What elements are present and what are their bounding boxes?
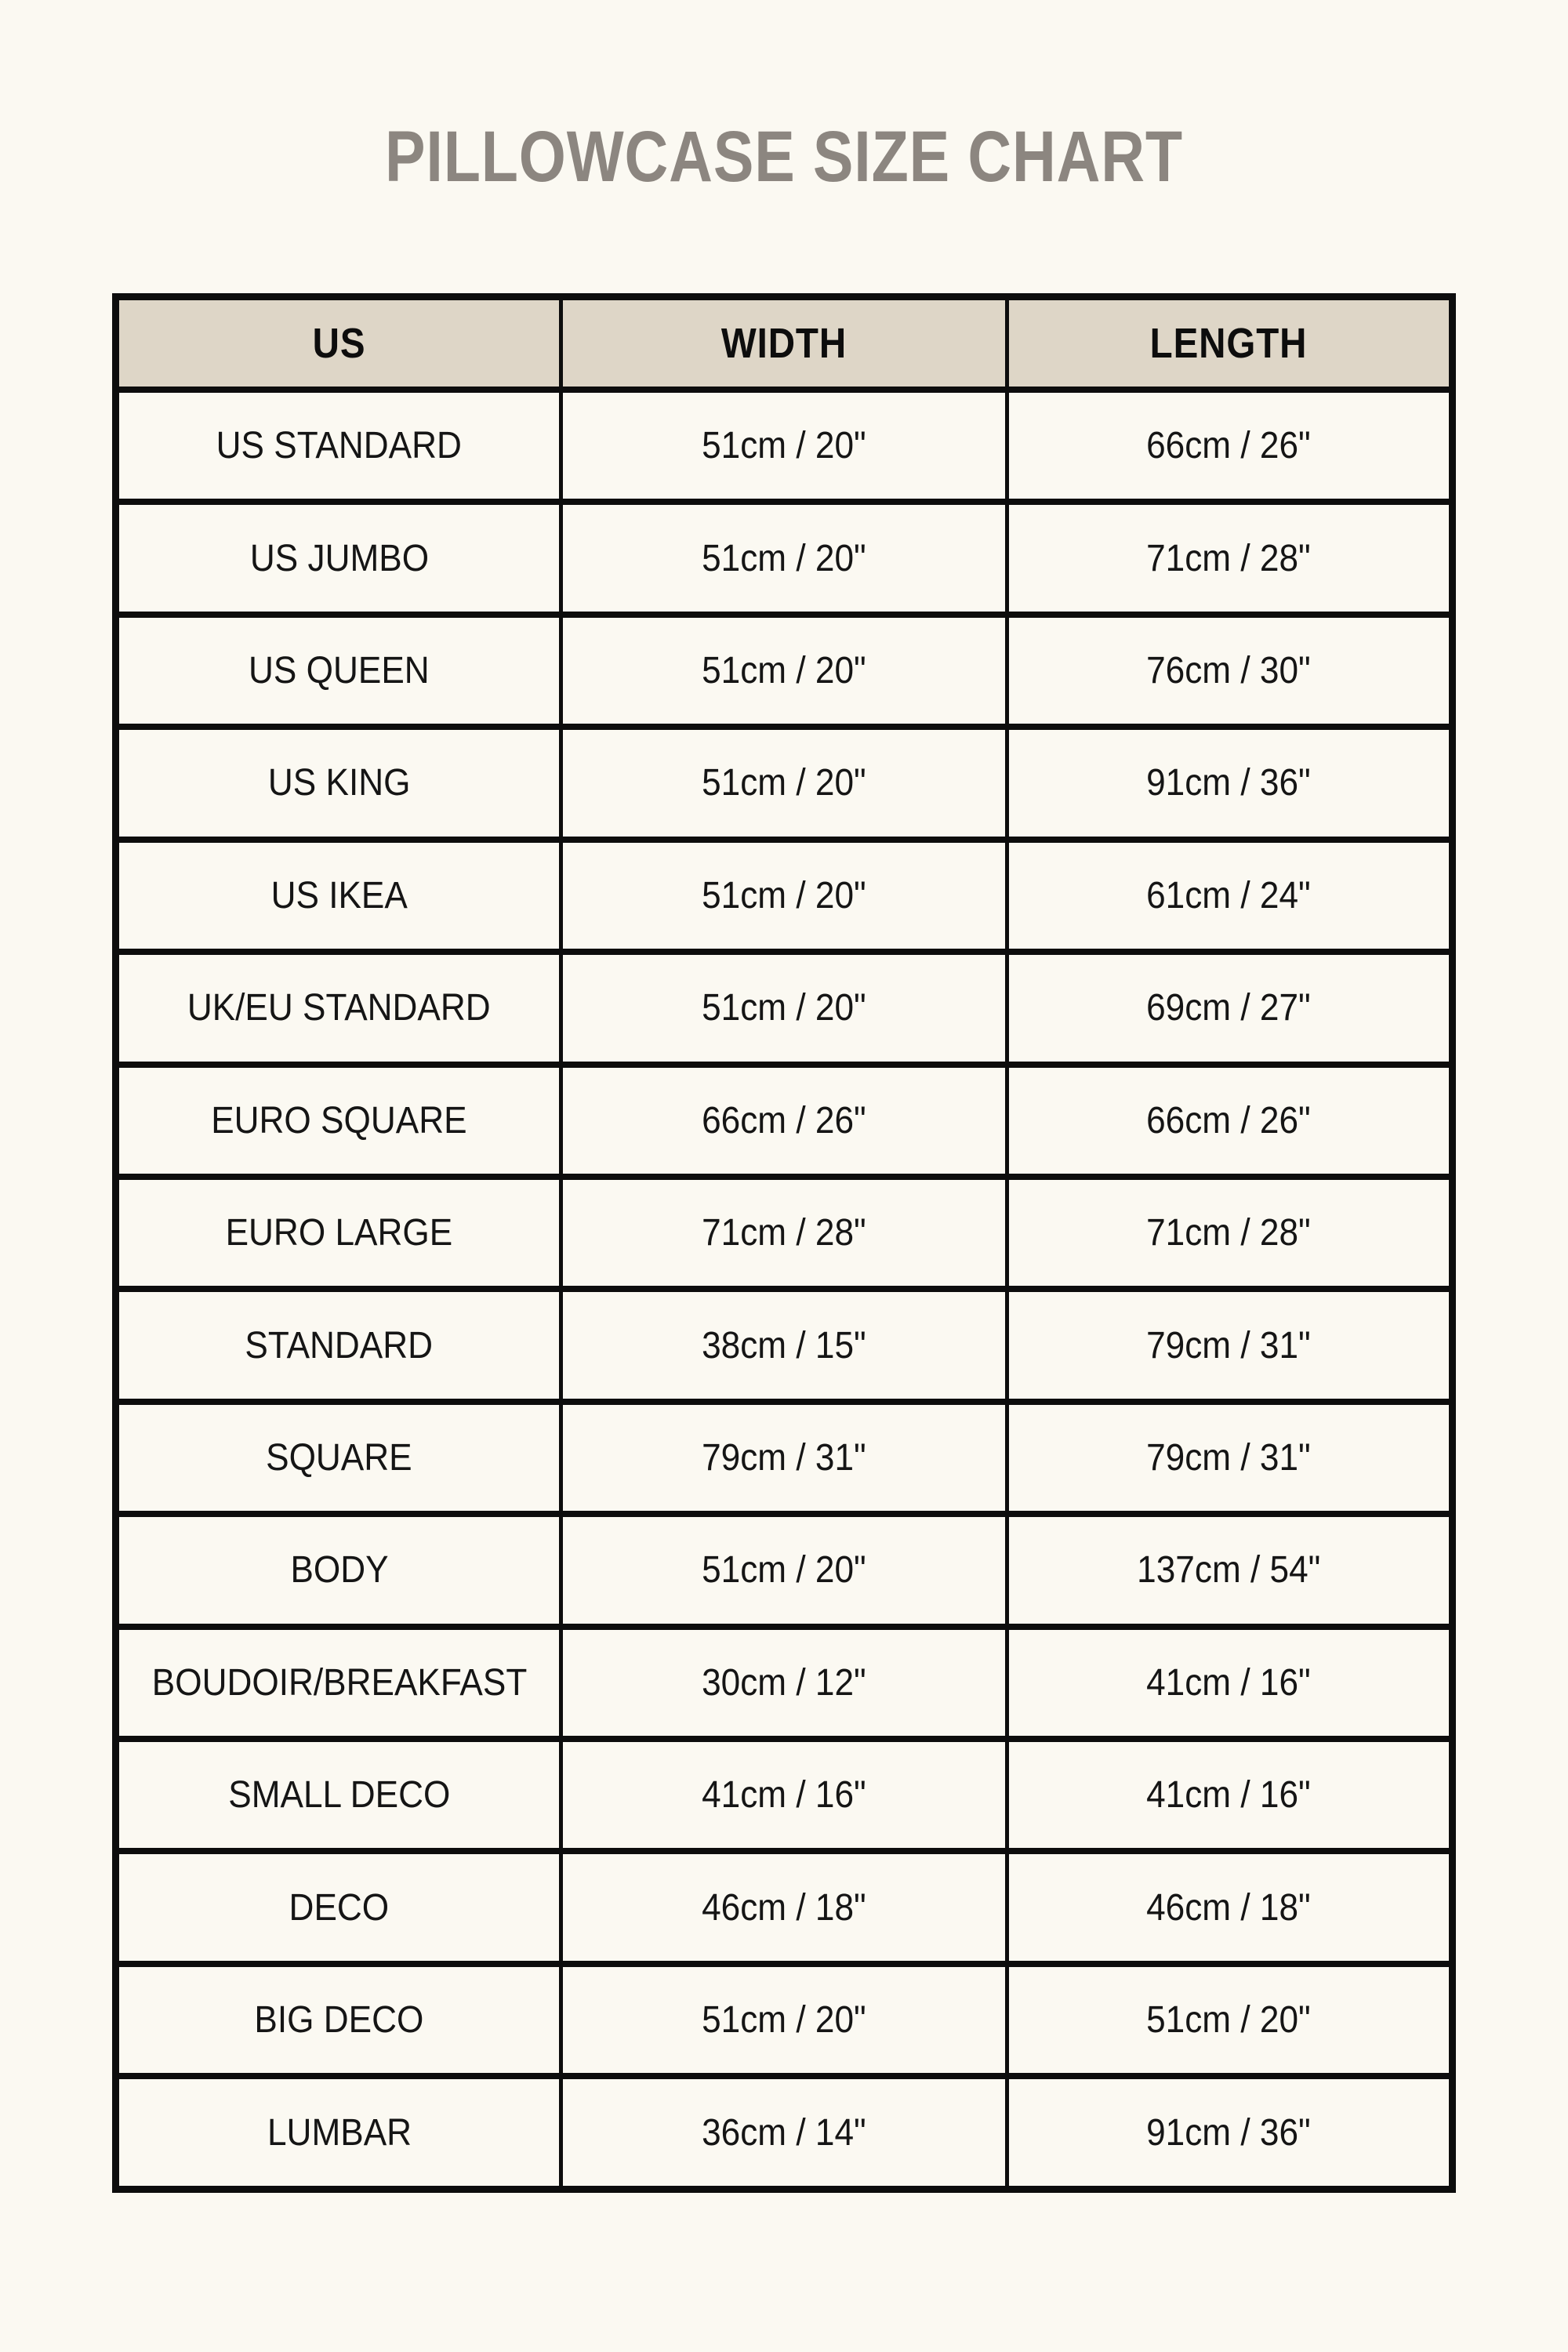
column-header-us (116, 297, 561, 390)
pillowcase-size-chart-table (112, 293, 1456, 2193)
length-value: 137cm / 54" (1137, 1549, 1321, 1592)
width-value: 51cm / 20" (702, 874, 866, 916)
size-name: EURO LARGE (225, 1212, 453, 1254)
length-value: 41cm / 16" (1146, 1774, 1312, 1817)
table-row (116, 1065, 1453, 1177)
length-cell (1007, 1177, 1452, 1289)
size-name-cell (116, 952, 561, 1064)
column-header-width-label: WIDTH (720, 320, 848, 367)
table-row (116, 1402, 1453, 1514)
width-value: 38cm / 15" (702, 1324, 866, 1367)
table-row (116, 615, 1453, 727)
width-cell (561, 1514, 1007, 1626)
width-value: 36cm / 14" (702, 2111, 866, 2154)
width-value: 51cm / 20" (702, 537, 866, 579)
size-name: EURO SQUARE (211, 1099, 467, 1142)
size-name-cell (116, 1964, 561, 2076)
table-row (116, 1739, 1453, 1851)
length-value: 41cm / 16" (1146, 1661, 1312, 1704)
length-cell (1007, 1402, 1452, 1514)
size-name-cell (116, 840, 561, 952)
table-row (116, 2076, 1453, 2189)
length-cell (1007, 502, 1452, 614)
table-row (116, 1514, 1453, 1626)
size-name: BODY (290, 1549, 389, 1592)
column-header-width (561, 297, 1007, 390)
width-cell (561, 1289, 1007, 1401)
width-cell (561, 952, 1007, 1064)
width-value: 51cm / 20" (702, 650, 866, 692)
length-value: 61cm / 24" (1146, 874, 1312, 916)
width-cell (561, 1402, 1007, 1514)
table-row (116, 1964, 1453, 2076)
table-row (116, 1851, 1453, 1963)
length-value: 66cm / 26" (1146, 1099, 1312, 1142)
size-name: US IKEA (270, 874, 408, 916)
size-name: US QUEEN (249, 650, 430, 692)
width-value: 66cm / 26" (702, 1099, 866, 1142)
length-value: 79cm / 31" (1146, 1437, 1312, 1479)
length-cell (1007, 390, 1452, 502)
length-cell (1007, 952, 1452, 1064)
length-cell (1007, 1627, 1452, 1739)
width-cell (561, 1964, 1007, 2076)
width-value: 51cm / 20" (702, 762, 866, 804)
length-value: 91cm / 36" (1146, 762, 1312, 804)
size-name: US KING (267, 762, 411, 804)
size-name-cell (116, 502, 561, 614)
length-value: 51cm / 20" (1146, 1999, 1312, 2042)
size-name: US JUMBO (249, 537, 429, 579)
length-cell (1007, 615, 1452, 727)
size-name: US STANDARD (216, 425, 463, 467)
width-cell (561, 2076, 1007, 2189)
width-value: 41cm / 16" (702, 1774, 866, 1817)
width-cell (561, 615, 1007, 727)
size-name-cell (116, 1065, 561, 1177)
table-row (116, 390, 1453, 502)
width-cell (561, 1177, 1007, 1289)
length-value: 79cm / 31" (1146, 1324, 1312, 1367)
width-cell (561, 390, 1007, 502)
size-name: UK/EU STANDARD (187, 987, 492, 1029)
size-name-cell (116, 727, 561, 839)
length-cell (1007, 1514, 1452, 1626)
column-header-length (1007, 297, 1452, 390)
width-cell (561, 1739, 1007, 1851)
length-cell (1007, 1289, 1452, 1401)
length-cell (1007, 1739, 1452, 1851)
table-header (116, 297, 1453, 390)
length-value: 91cm / 36" (1146, 2111, 1312, 2154)
width-cell (561, 1851, 1007, 1963)
table-body (116, 390, 1453, 2190)
header-row (116, 297, 1453, 390)
page-title: PILLOWCASE SIZE CHART (384, 117, 1183, 197)
size-name-cell (116, 1177, 561, 1289)
width-value: 51cm / 20" (702, 1999, 866, 2042)
table-row (116, 840, 1453, 952)
column-header-length-label: LENGTH (1150, 320, 1308, 367)
table-row (116, 952, 1453, 1064)
width-value: 30cm / 12" (702, 1661, 866, 1704)
size-name-cell (116, 1402, 561, 1514)
width-cell (561, 840, 1007, 952)
size-name: LUMBAR (267, 2111, 412, 2154)
table-row (116, 1177, 1453, 1289)
width-value: 51cm / 20" (702, 1549, 866, 1592)
size-name-cell (116, 1739, 561, 1851)
size-name-cell (116, 1289, 561, 1401)
length-cell (1007, 727, 1452, 839)
length-cell (1007, 840, 1452, 952)
length-value: 69cm / 27" (1146, 987, 1312, 1029)
width-value: 46cm / 18" (702, 1886, 866, 1929)
length-cell (1007, 1964, 1452, 2076)
width-value: 51cm / 20" (702, 425, 866, 467)
table-row (116, 1627, 1453, 1739)
size-name-cell (116, 2076, 561, 2189)
size-name: DECO (289, 1886, 390, 1929)
length-value: 71cm / 28" (1146, 1212, 1312, 1254)
size-name-cell (116, 1514, 561, 1626)
width-value: 51cm / 20" (702, 987, 866, 1029)
length-value: 71cm / 28" (1146, 537, 1312, 579)
width-cell (561, 1627, 1007, 1739)
table-row (116, 727, 1453, 839)
size-name-cell (116, 1627, 561, 1739)
width-value: 79cm / 31" (702, 1437, 866, 1479)
size-name: SMALL DECO (228, 1774, 451, 1817)
size-name-cell (116, 615, 561, 727)
length-cell (1007, 2076, 1452, 2189)
table-row (116, 1289, 1453, 1401)
table-row (116, 502, 1453, 614)
width-cell (561, 1065, 1007, 1177)
width-cell (561, 727, 1007, 839)
length-value: 66cm / 26" (1146, 425, 1312, 467)
size-name: STANDARD (245, 1324, 434, 1367)
length-cell (1007, 1851, 1452, 1963)
length-value: 46cm / 18" (1146, 1886, 1312, 1929)
size-name-cell (116, 390, 561, 502)
size-name: SQUARE (266, 1437, 412, 1479)
width-cell (561, 502, 1007, 614)
size-name-cell (116, 1851, 561, 1963)
size-name: BIG DECO (254, 1999, 424, 2042)
length-value: 76cm / 30" (1146, 650, 1312, 692)
width-value: 71cm / 28" (702, 1212, 866, 1254)
column-header-us-label: US (312, 320, 366, 367)
size-name: BOUDOIR/BREAKFAST (151, 1661, 527, 1704)
length-cell (1007, 1065, 1452, 1177)
